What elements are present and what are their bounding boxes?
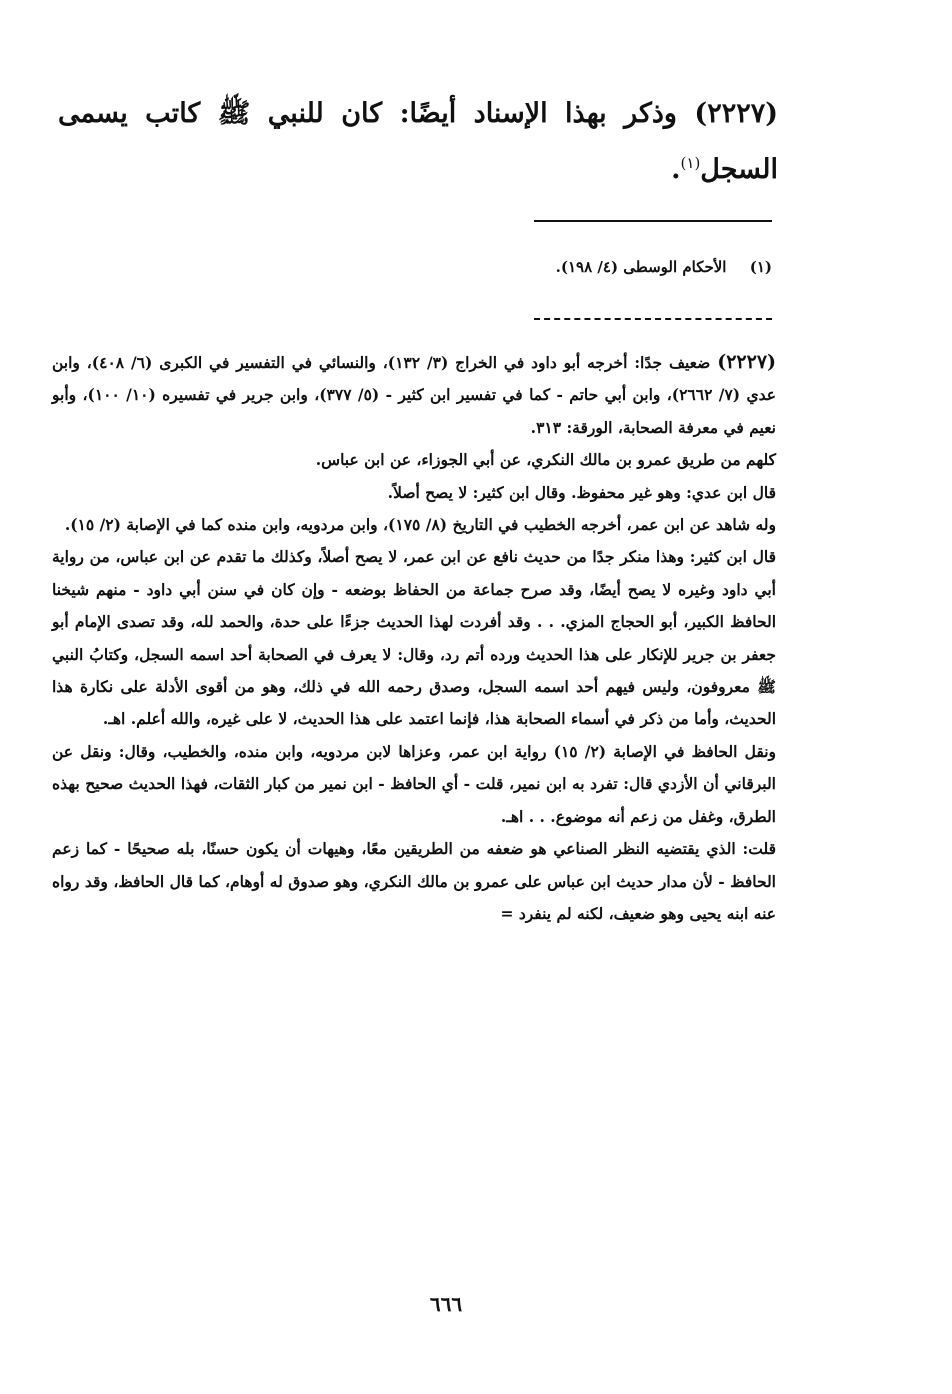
hadith-text — [58, 86, 778, 198]
hadith-number: (٢٢٢٧) — [694, 98, 778, 129]
footnote-reference: (١) — [680, 154, 701, 172]
takhrij-separator — [534, 318, 772, 320]
hadith-end: . — [671, 154, 681, 185]
takhrij-paragraph: قال ابن كثير: وهذا منكر جدًا من حديث نافع عن ابن عمر، لا يصح أصلاً، وكذلك ما تقدم عن ابن عباس، من رواية أبي داود وغيره لا يصح أيضًا، وقد صرح جماعة من الحفاظ بوضعه - وإن كان في سنن أبي داود - منهم شيخنا الحافظ الكبير، أبو الحجاج المزي. . . وقد أفردت لهذا الحديث جزءًا على حدة، والحمد لله، وقد تصدى الإمام أبو جعفر بن جرير للإنكار على هذا الحديث ورده أتم رد، وقال: لا يعرف في الصحابة أحد اسمه السجل، وكتابُ النبي ﷺ معروفون، وليس فيهم أحد اسمه السجل، وصدق رحمه الله في ذلك، وهو من أقوى الأدلة على نكارة هذا الحديث، وأما من ذكر في أسماء الصحابة هذا، فإنما اعتمد على هذا الحديث، لا على غيره، والله أعلم. اهـ. — [52, 547, 776, 729]
footnote-text: الأحكام الوسطى (٤/ ١٩٨). — [555, 258, 727, 276]
takhrij-paragraph — [52, 346, 776, 444]
takhrij-number: (٢٢٢٧) — [717, 351, 777, 373]
footnote — [430, 254, 772, 280]
page-number: ٦٦٦ — [429, 1292, 463, 1316]
takhrij-text: ضعيف جدًا: أخرجه أبو داود في الخراج (٣/ ١٣٢)، والنسائي في التفسير في الكبرى (٦/ ٤٠٨)، وابن عدي (٧/ ٢٦٦٢)، وابن أبي حاتم - كما في تفسير ابن كثير - (٥/ ٣٧٧)، وابن جرير في تفسيره (١٠/ ١٠٠)، وأبو نعيم في معرفة الصحابة، الورقة: ٣١٣. — [52, 353, 776, 437]
takhrij-paragraph: وله شاهد عن ابن عمر، أخرجه الخطيب في التاريخ (٨/ ١٧٥)، وابن مردويه، وابن منده كما في الإصابة (٢/ ١٥). — [64, 515, 776, 535]
takhrij-section — [52, 346, 776, 930]
takhrij-paragraph: ونقل الحافظ في الإصابة (٢/ ١٥) رواية ابن عمر، وعزاها لابن مردويه، وابن منده، والخطيب، وقال: ونقل عن البرقاني أن الأزدي قال: تفرد به ابن نمير، قلت - أي الحافظ - ابن نمير من كبار الثقات، فهذا الحديث صحيح بهذه الطرق، وغفل من زعم أنه موضوع. . . اهـ. — [52, 741, 776, 826]
footnote-separator — [534, 220, 772, 222]
footnote-number: (١) — [749, 258, 772, 276]
takhrij-paragraph: كلهم من طريق عمرو بن مالك النكري، عن أبي الجوزاء، عن ابن عباس. — [315, 450, 776, 470]
hadith-body: وذكر بهذا الإسناد أيضًا: كان للنبي ﷺ كاتب يسمى السجل — [58, 98, 778, 185]
takhrij-paragraph: قلت: الذي يقتضيه النظر الصناعي هو ضعفه من الطريقين معًا، وهيهات أن يكون حسنًا، بله صحيحًا - كما زعم الحافظ - لأن مدار حديث ابن عباس على عمرو بن مالك النكري، وهو صدوق له أوهام، كما قال الحافظ، وقد رواه عنه ابنه يحيى وهو ضعيف، لكنه لم ينفرد = — [52, 839, 776, 923]
takhrij-paragraph: قال ابن عدي: وهو غير محفوظ. وقال ابن كثير: لا يصح أصلاً. — [387, 482, 776, 502]
